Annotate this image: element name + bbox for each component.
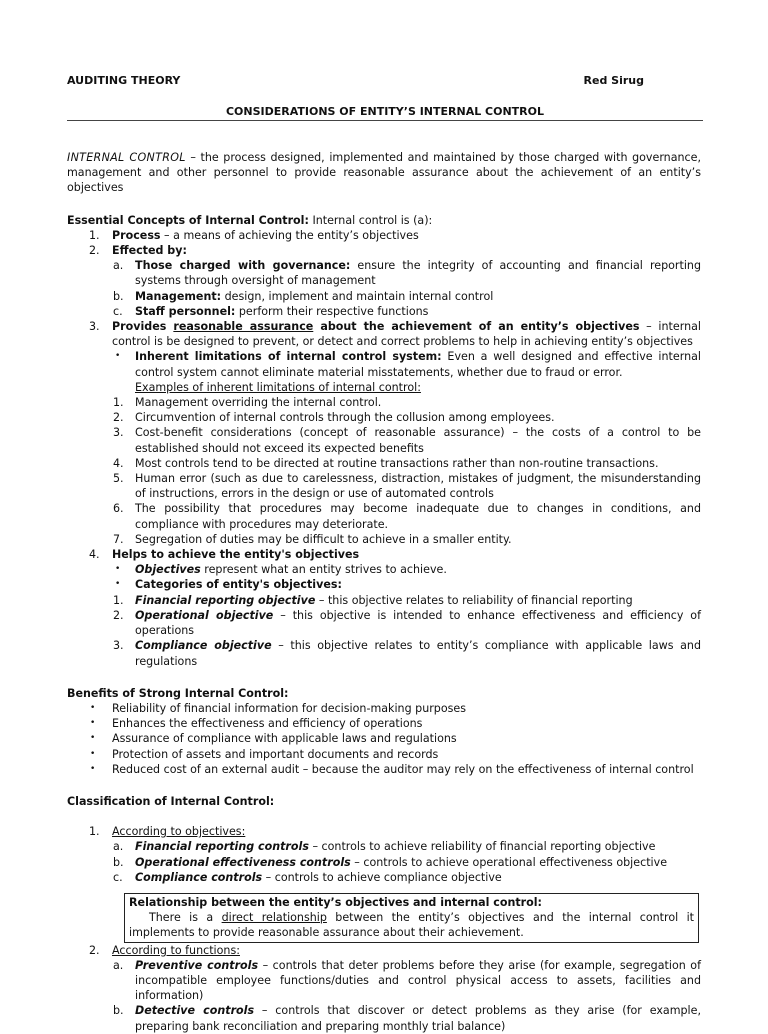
definition-term: INTERNAL CONTROL [67, 151, 186, 164]
list-item: 3. Provides reasonable assurance about the achievement of an entity’s objectives – internal control is be designed to prevent, or detect and correct problems to help in achieving entity’s objectives [89, 320, 701, 349]
benefits-heading: Benefits of Strong Internal Control: [67, 686, 289, 700]
relationship-box-title: Relationship between the entity’s objectives and internal control: [129, 895, 542, 909]
list-item: b. Management: design, implement and maintain internal control [113, 289, 494, 303]
list-item: • Reliability of financial information for decision-making purposes [90, 701, 467, 715]
list-item: a. Financial reporting controls – controls to achieve reliability of financial reporting objective [113, 840, 656, 854]
essential-heading: Essential Concepts of Internal Control: Internal control is (a): [67, 213, 433, 227]
list-item: 6. The possibility that procedures may become inadequate due to changes in conditions, and compliance with procedures may deteriorate. [113, 502, 701, 531]
list-item: c. Staff personnel: perform their respective functions [113, 304, 429, 318]
list-item: • Enhances the effectiveness and efficiency of operations [90, 717, 423, 731]
list-item: a. Those charged with governance: ensure the integrity of accounting and financial reporting systems through oversight of management [113, 259, 701, 288]
list-item: 2. Effected by: [89, 244, 187, 258]
list-item: 7. Segregation of duties may be difficult to achieve in a smaller entity. [113, 532, 512, 546]
list-item: 2. According to functions: [89, 943, 240, 957]
list-item: b. Operational effectiveness controls – controls to achieve operational effectiveness objective [113, 855, 668, 869]
course-title: AUDITING THEORY [67, 74, 181, 87]
list-item: 3. Cost-benefit considerations (concept of reasonable assurance) – the costs of a control to be established should not exceed its expected benefits [113, 426, 701, 455]
list-item: • Protection of assets and important documents and records [90, 747, 439, 761]
list-item: 1. Financial reporting objective – this objective relates to reliability of financial reporting [113, 593, 633, 607]
list-item: • Categories of entity's objectives: [115, 578, 342, 592]
author-name: Red Sirug [583, 74, 644, 87]
list-item: 4. Helps to achieve the entity's objectives [89, 548, 360, 562]
relationship-box-text: There is a direct relationship between the entity’s objectives and the internal control it implements to provide reasonable assurance about their achievement. [129, 911, 695, 940]
list-item: c. Compliance controls – controls to achieve compliance objective [113, 870, 502, 884]
definition-paragraph: INTERNAL CONTROL – the process designed, implemented and maintained by those charged with governance, management and other personnel to provide reasonable assurance about the achievement of an entity’s objectives [67, 151, 701, 195]
list-item: 4. Most controls tend to be directed at routine transactions rather than non-routine transactions. [113, 456, 659, 470]
list-item: • Inherent limitations of internal control system: Even a well designed and effective internal control system cannot eliminate material misstatements, whether due to fraud or error. [115, 350, 701, 379]
page-header [67, 73, 644, 88]
list-item: 1. According to objectives: [89, 825, 246, 839]
examples-heading: Examples of inherent limitations of internal control: [135, 380, 421, 394]
list-item: 5. Human error (such as due to carelessness, distraction, mistakes of judgment, the misunderstanding of instructions, errors in the design or use of automated controls [113, 472, 701, 501]
list-item: 2. Circumvention of internal controls through the collusion among employees. [113, 411, 555, 425]
list-item: a. Preventive controls – controls that deter problems before they arise (for example, segregation of incompatible employee functions/duties and control physical access to assets, facilities and information) [113, 958, 701, 1003]
list-item: b. Detective controls – controls that discover or detect problems as they arise (for example, preparing bank reconciliation and preparing monthly trial balance) [113, 1004, 701, 1033]
list-item: 1. Process – a means of achieving the entity’s objectives [89, 228, 419, 242]
list-item: 1. Management overriding the internal control. [113, 396, 382, 410]
list-item: 3. Compliance objective – this objective relates to entity’s compliance with applicable laws and regulations [113, 639, 701, 668]
document-title: CONSIDERATIONS OF ENTITY’S INTERNAL CONTROL [225, 105, 545, 118]
classification-heading: Classification of Internal Control: [67, 794, 275, 808]
title-divider [67, 120, 703, 121]
document-body [67, 150, 701, 1034]
list-item: • Reduced cost of an external audit – because the auditor may rely on the effectiveness of internal control [90, 762, 694, 776]
list-item: • Assurance of compliance with applicable laws and regulations [90, 732, 457, 746]
list-item: 2. Operational objective – this objective is intended to enhance effectiveness and efficiency of operations [113, 608, 701, 638]
relationship-box [124, 893, 699, 943]
list-item: • Objectives represent what an entity strives to achieve. [115, 563, 447, 577]
